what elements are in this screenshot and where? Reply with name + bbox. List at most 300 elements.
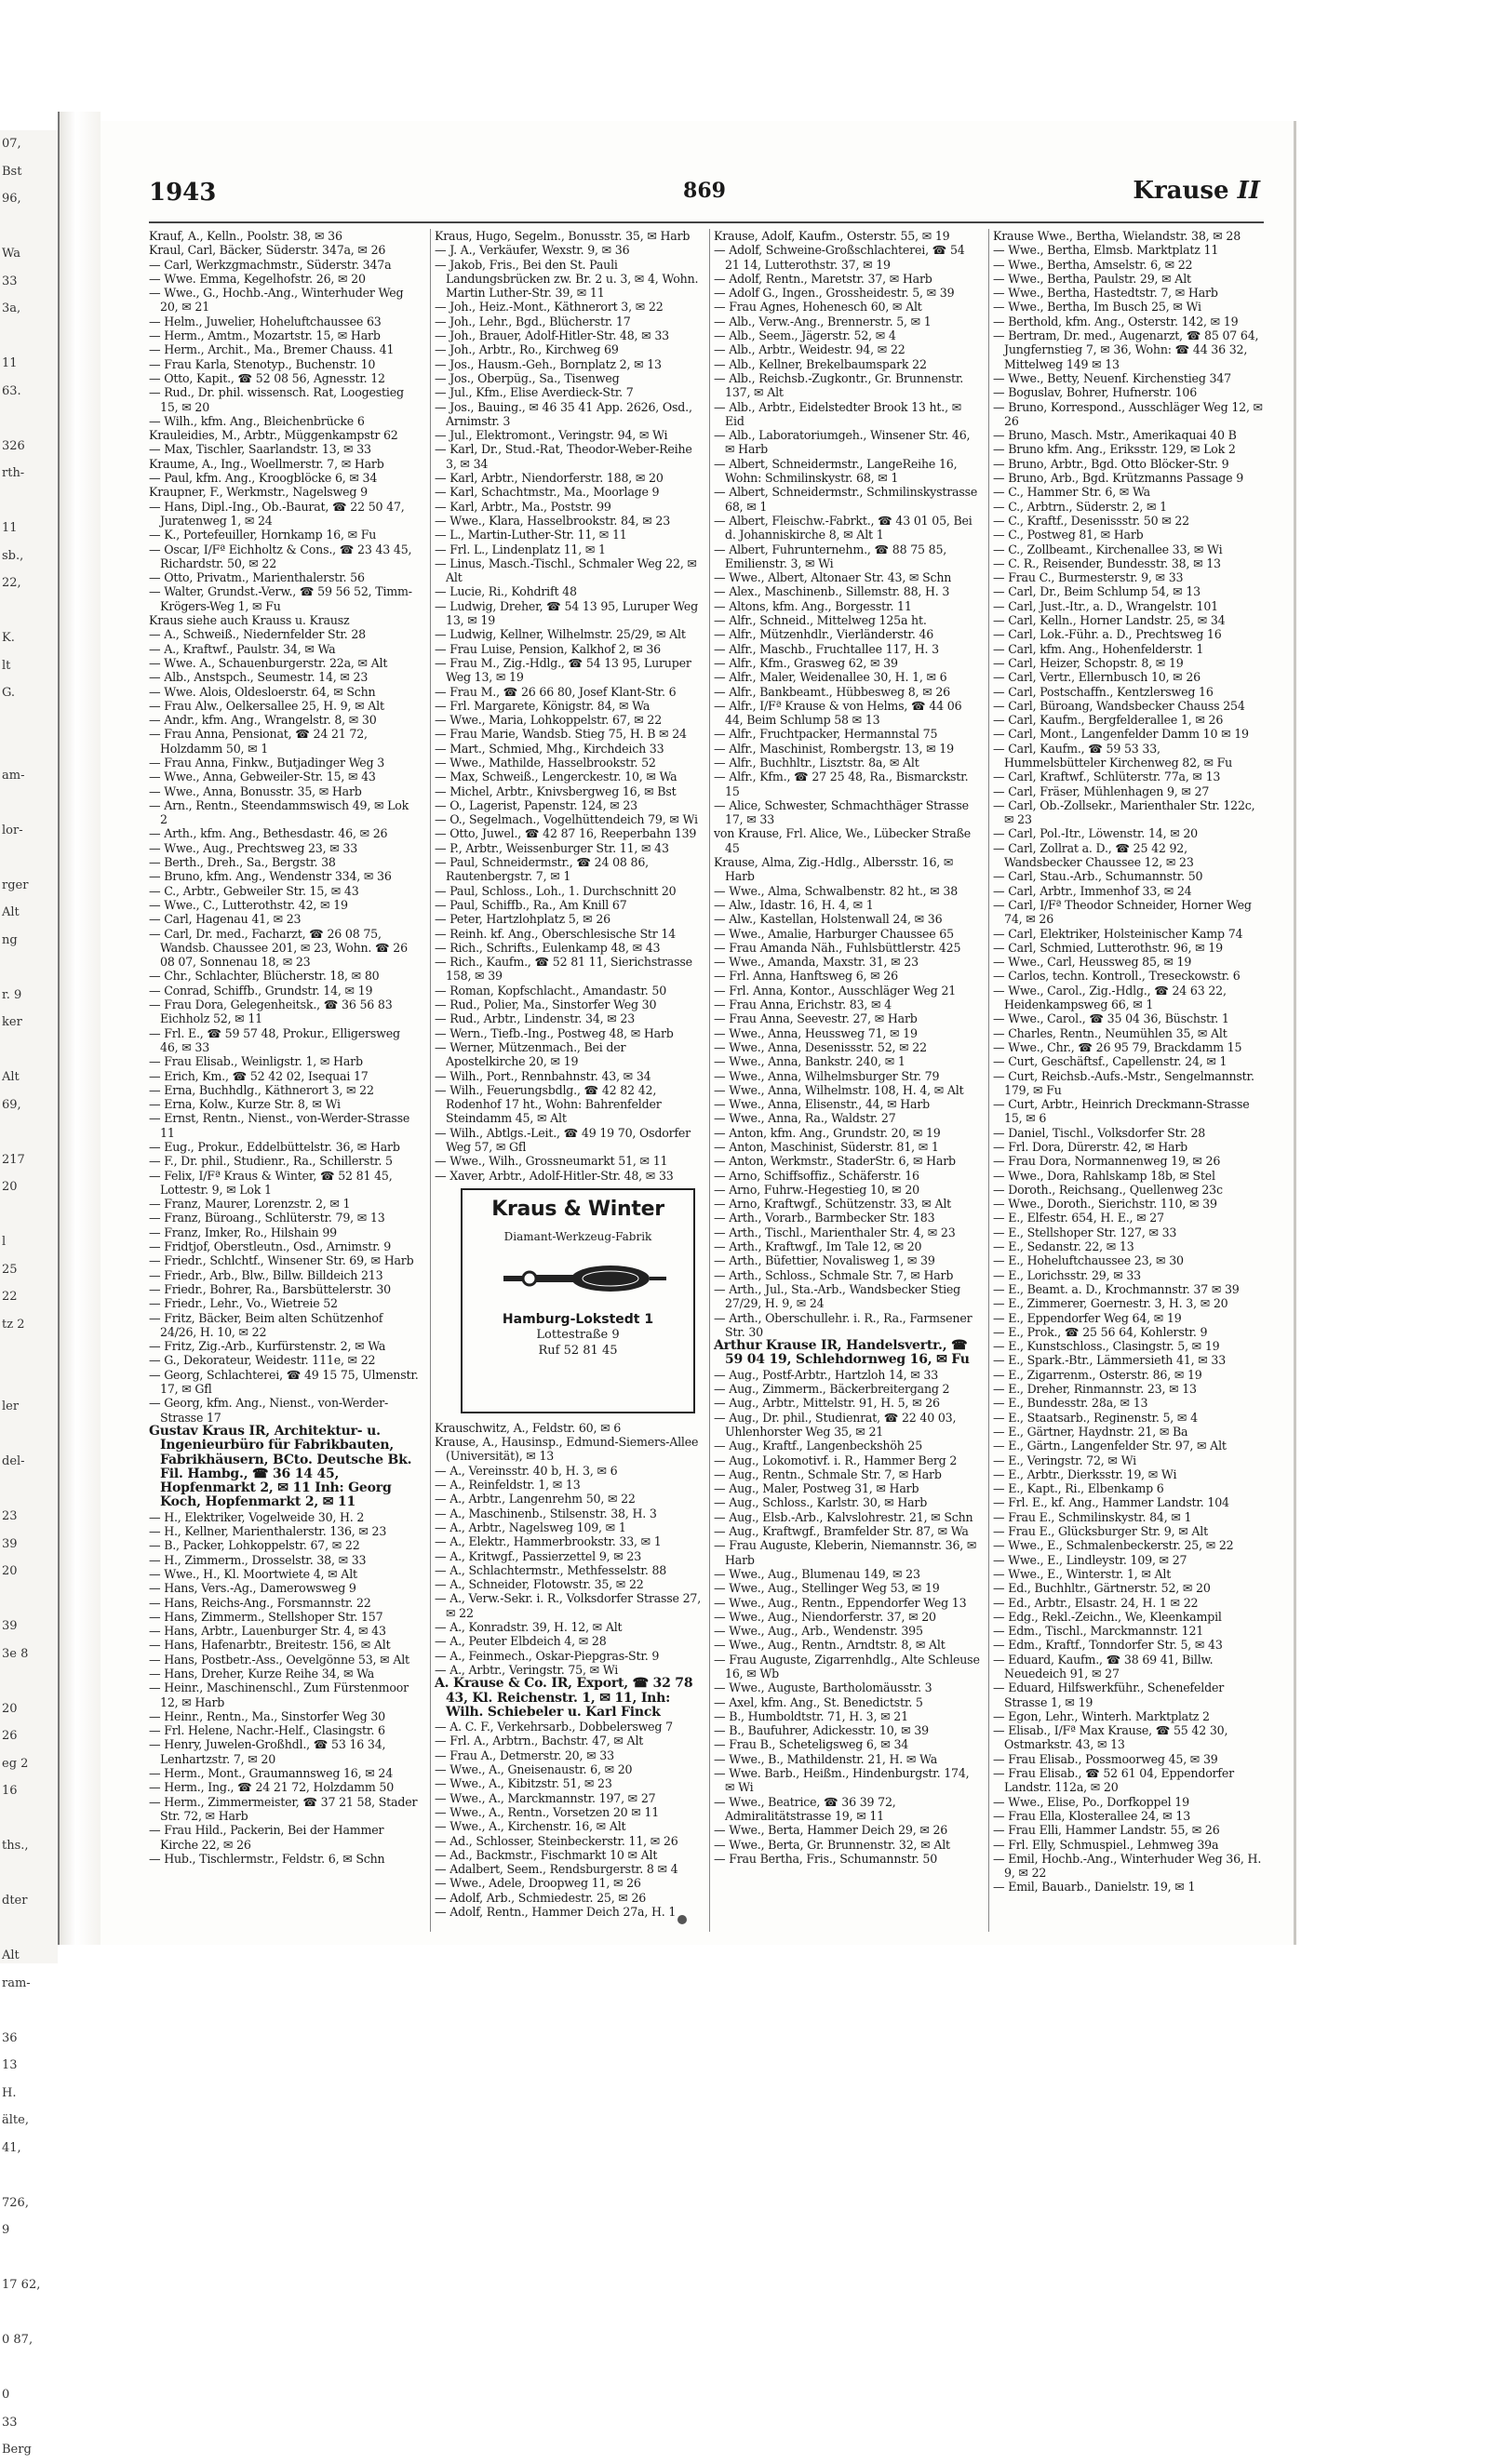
directory-entry: — Wwe. A., Schauenburgerstr. 22a, ✉ Alt	[149, 655, 388, 670]
directory-entry: — Paul, Schiffb., Ra., Am Knill 67	[435, 897, 627, 912]
directory-entry: — Curt, Geschäftsf., Capellenstr. 24, ✉ 1	[993, 1054, 1227, 1069]
previous-page-fragment	[0, 734, 58, 762]
page-year: 1943	[149, 179, 217, 207]
previous-page-fragment	[0, 1667, 58, 1695]
previous-page-fragment: lor-	[2, 823, 23, 837]
directory-entry: — Frl. Elly, Schmuspiel., Lehmweg 39a	[993, 1837, 1219, 1852]
previous-page-fragment: 0 87,	[2, 2333, 34, 2347]
directory-entry: — Albert, Fuhrunternehm., ☎ 88 75 85, Emilienstr. 3, ✉ Wi	[714, 542, 947, 570]
previous-page-fragment: 33	[2, 2415, 18, 2430]
directory-entry: — Arno, Schiffsoffiz., Schäferstr. 16	[714, 1168, 919, 1183]
directory-entry: — Alb., Seem., Jägerstr. 52, ✉ 4	[714, 328, 896, 343]
directory-entry: — Wwe. Alois, Oldesloerstr. 64, ✉ Schn	[149, 684, 376, 699]
directory-entry: — Jul., Elektromont., Veringstr. 94, ✉ Wi	[435, 428, 668, 443]
directory-entry: Kraupner, F., Werkmstr., Nagelsweg 9	[149, 485, 368, 500]
directory-entry: — Carl, Zollrat a. D., ☎ 25 42 92, Wandsbecker Chaussee 12, ✉ 23	[993, 840, 1194, 870]
directory-entry: — P., Arbtr., Weissenburger Str. 11, ✉ 43	[435, 840, 669, 855]
directory-entry: — Wwe., Anna, Bonusstr. 35, ✉ Harb	[149, 783, 362, 798]
previous-page-fragment: 11	[2, 356, 18, 370]
directory-entry: — Conrad, Schiffb., Grundstr. 14, ✉ 19	[149, 983, 373, 998]
directory-entry: — Wwe., C., Lutterothstr. 42, ✉ 19	[149, 897, 348, 912]
directory-entry: — Arno, Fuhrw.-Hegestieg 10, ✉ 20	[714, 1182, 919, 1197]
previous-page-fragment	[0, 2299, 58, 2327]
diamond-tool-icon	[485, 1251, 671, 1306]
previous-page-fragment: 33	[2, 274, 18, 288]
directory-entry: — E., Beamt. a. D., Krochmannstr. 37 ✉ 39	[993, 1281, 1240, 1296]
directory-entry: — Aug., Rentn., Schmale Str. 7, ✉ Harb	[714, 1466, 942, 1481]
directory-entry: — Roman, Kopfschlacht., Amandastr. 50	[435, 983, 667, 998]
directory-entry: — Frau Anna, Erichstr. 83, ✉ 4	[714, 998, 892, 1012]
directory-entry: Kraus siehe auch Krauss u. Krausz	[149, 613, 350, 628]
directory-entry: — Edm., Tischl., Marckmannstr. 121	[993, 1624, 1204, 1639]
directory-entry: — Carl, Hagenau 41, ✉ 23	[149, 912, 302, 927]
directory-entry: — Alfr., Schneid., Mittelweg 125a ht.	[714, 613, 927, 628]
previous-page-fragment	[0, 1915, 58, 1943]
directory-entry: — Joh., Arbtr., Ro., Kirchweg 69	[435, 342, 619, 357]
directory-entry: — Alex., Maschinenb., Sillemstr. 88, H. 3	[714, 584, 950, 599]
directory-entry: — Arth., Schloss., Schmale Str. 7, ✉ Harb	[714, 1267, 954, 1282]
directory-entry: — Wilh., kfm. Ang., Bleichenbrücke 6	[149, 413, 365, 428]
previous-page-fragment: 20	[2, 1701, 18, 1716]
directory-entry: — Anton, Maschinist, Süderstr. 81, ✉ 1	[714, 1140, 939, 1154]
previous-page-fragment	[0, 323, 58, 351]
directory-entry: — Wwe., G., Hochb.-Ang., Winterhuder Weg 20, ✉ 21	[149, 286, 404, 315]
previous-page-fragment: 26	[2, 1729, 18, 1743]
directory-firm-entry: A. Krause & Co. IR, Export, ☎ 32 78 43, Kl. Reichenstr. 1, ✉ 11, Inh: Wilh. Schiebeler u. Karl Finck	[435, 1676, 693, 1720]
directory-entry: — Carl, kfm. Ang., Hohenfelderstr. 1	[993, 641, 1204, 656]
directory-entry: — B., Packer, Lohkoppelstr. 67, ✉ 22	[149, 1538, 360, 1553]
directory-entry: — Carl, Stau.-Arb., Schumannstr. 50	[993, 869, 1203, 884]
directory-entry: — Alb., Verw.-Ang., Brennerstr. 5, ✉ 1	[714, 314, 932, 328]
previous-page-fragment: l	[2, 1235, 7, 1249]
directory-entry: — Aug., Zimmerm., Bäckerbreitergang 2	[714, 1382, 950, 1397]
directory-entry: — Karl, Arbtr., Ma., Poststr. 99	[435, 499, 611, 514]
directory-entry: — Ernst, Rentn., Nienst., von-Werder-Strasse 11	[149, 1111, 410, 1140]
directory-entry: — Rud., Polier, Ma., Sinstorfer Weg 30	[435, 998, 657, 1012]
directory-entry: — E., Veringstr. 72, ✉ Wi	[993, 1453, 1136, 1467]
directory-entry: — Alb., Laboratoriumgeh., Winsener Str. 46, ✉ Harb	[714, 428, 971, 457]
directory-entry: — Friedr., Schlchtf., Winsener Str. 69, ✉ Harb	[149, 1253, 414, 1268]
directory-entry: — H., Kellner, Marienthalerstr. 136, ✉ 23	[149, 1524, 387, 1539]
kraus-winter-advertisement	[461, 1188, 695, 1413]
previous-page-fragment	[0, 2162, 58, 2189]
directory-entry: — Wwe., Carl, Heussweg 85, ✉ 19	[993, 955, 1192, 970]
directory-entry: — E., Hoheluftchaussee 23, ✉ 30	[993, 1253, 1184, 1268]
directory-firm-entry: Gustav Kraus IR, Architektur- u. Ingenieurbüro für Fabrikbauten, Fabrikhäusern, BCto. Deutsche Bk. Fil. Hambg., ☎ 36 14 45, Hopfenmarkt 2, ✉ 11 Inh: Georg Koch, Hopfenmarkt 2, ✉ 11	[149, 1423, 412, 1510]
directory-entry: — Heinr., Maschinenschl., Zum Fürstenmoor 12, ✉ Harb	[149, 1681, 409, 1709]
book-gutter	[58, 112, 101, 1945]
directory-entry: — Carl, Fräser, Mühlenhagen 9, ✉ 27	[993, 783, 1210, 798]
previous-page-fragment	[0, 488, 58, 516]
directory-entry: — Wwe., Doroth., Sierichstr. 110, ✉ 39	[993, 1197, 1217, 1212]
directory-entry: Kraus, Hugo, Segelm., Bonusstr. 35, ✉ Harb	[435, 229, 691, 243]
directory-entry: — Wwe., Anna, Wilhelmsburger Str. 79	[714, 1068, 940, 1083]
directory-entry: — E., Stellshoper Str. 127, ✉ 33	[993, 1225, 1177, 1239]
directory-entry: — Axel, kfm. Ang., St. Benedictstr. 5	[714, 1694, 923, 1709]
directory-entry: — Carl, Kelln., Horner Landstr. 25, ✉ 34	[993, 613, 1226, 628]
directory-entry: — Frau E., Glücksburger Str. 9, ✉ Alt	[993, 1524, 1208, 1539]
directory-entry: — C., Hammer Str. 6, ✉ Wa	[993, 485, 1150, 500]
directory-entry: — Paul, Schloss., Loh., 1. Durchschnitt 20	[435, 883, 677, 898]
directory-entry: — Bruno, Korrespond., Ausschläger Weg 12, ✉ 26	[993, 399, 1263, 428]
directory-entry: — Joh., Brauer, Adolf-Hitler-Str. 48, ✉ 33	[435, 328, 669, 343]
directory-entry: — Alb., Arbtr., Weidestr. 94, ✉ 22	[714, 342, 905, 357]
previous-page-fragment: 20	[2, 1564, 18, 1578]
directory-entry: — Bruno kfm. Ang., Eriksstr. 129, ✉ Lok 2	[993, 442, 1236, 457]
directory-entry: — Wwe., Beatrice, ☎ 36 39 72, Admiralitätstrasse 19, ✉ 11	[714, 1794, 896, 1823]
directory-entry: — E., Sedanstr. 22, ✉ 13	[993, 1239, 1134, 1254]
directory-entry: — Karl, Dr., Stud.-Rat, Theodor-Weber-Reihe 3, ✉ 34	[435, 442, 692, 471]
directory-entry: — Carl, Kraftwf., Schlüterstr. 77a, ✉ 13	[993, 770, 1221, 784]
previous-page-fragment: 217	[2, 1152, 25, 1167]
directory-entry: — Alfr., Maler, Weidenallee 30, H. 1, ✉ 6	[714, 670, 947, 685]
directory-entry: — E., Spark.-Btr., Lämmersieth 41, ✉ 33	[993, 1353, 1227, 1368]
directory-entry: — A., Schneider, Flotowstr. 35, ✉ 22	[435, 1577, 644, 1592]
directory-entry: — Carl, Arbtr., Immenhof 33, ✉ 24	[993, 883, 1192, 898]
directory-entry: — Alfr., Buchhltr., Lisztstr. 8a, ✉ Alt	[714, 755, 919, 770]
directory-entry: — Alfr., Maschinist, Rombergstr. 13, ✉ 19	[714, 741, 954, 756]
directory-entry: — Frau Anna, Finkw., Butjadinger Weg 3	[149, 755, 385, 770]
directory-entry: — Wern., Tiefb.-Ing., Postweg 48, ✉ Harb	[435, 1025, 674, 1040]
directory-entry: — Paul, Schneidermstr., ☎ 24 08 86, Rautenbergstr. 7, ✉ 1	[435, 855, 649, 884]
directory-entry: — A., Arbtr., Veringstr. 75, ✉ Wi	[435, 1662, 619, 1677]
directory-entry: — H., Zimmerm., Drosselstr. 38, ✉ 33	[149, 1552, 367, 1567]
page-number: 869	[683, 179, 726, 203]
directory-column-4	[988, 229, 1265, 1932]
directory-entry: — C., Arbtrn., Süderstr. 2, ✉ 1	[993, 499, 1167, 514]
directory-entry: — Bertram, Dr. med., Augenarzt, ☎ 85 07 64, Jungfernstieg 7, ✉ 36, Wohn: ☎ 44 36 32, Mittelweg 149 ✉ 13	[993, 328, 1259, 371]
directory-entry: — E., Lorichsstr. 29, ✉ 33	[993, 1267, 1141, 1282]
directory-entry: — Albert, Schneidermstr., LangeReihe 16, Wohn: Schmilinskystr. 68, ✉ 1	[714, 456, 958, 486]
directory-entry: — Frl. Helene, Nachr.-Helf., Clasingstr. 6	[149, 1723, 385, 1738]
previous-page-fragment: Alt	[2, 1948, 20, 1962]
directory-entry: — Henry, Juwelen-Großhdl., ☎ 53 16 34, Lenhartzstr. 7, ✉ 20	[149, 1737, 386, 1766]
previous-page-fragment	[0, 2354, 58, 2382]
directory-entry: — Wwe., Anna, Heussweg 71, ✉ 19	[714, 1025, 918, 1040]
previous-page-fragment	[0, 1860, 58, 1888]
previous-page-fragment: Bst	[2, 164, 22, 179]
previous-page-fragment: ng	[2, 932, 18, 947]
previous-page-fragment: sb.,	[2, 548, 24, 563]
directory-entry: — Edm., Kraftf., Tonndorfer Str. 5, ✉ 43	[993, 1638, 1223, 1653]
directory-entry: — Wwe., Anna, Bankstr. 240, ✉ 1	[714, 1054, 905, 1069]
directory-entry: — Frl. E., ☎ 59 57 48, Prokur., Elligersweg 46, ✉ 33	[149, 1025, 400, 1054]
running-head-section: II	[1237, 177, 1260, 205]
directory-entry: — E., Eppendorfer Weg 64, ✉ 19	[993, 1310, 1182, 1325]
previous-page-fragment: am-	[2, 768, 25, 783]
previous-page-fragment: Alt	[2, 905, 20, 919]
previous-page-fragment	[0, 1366, 58, 1394]
directory-entry: — Frau Karla, Stenotyp., Buchenstr. 10	[149, 356, 376, 371]
directory-entry: — Curt, Arbtr., Heinrich Dreckmann-Strasse 15, ✉ 6	[993, 1097, 1250, 1126]
directory-entry: — Alfr., Kfm., Grasweg 62, ✉ 39	[714, 655, 898, 670]
previous-page-fragment	[0, 1805, 58, 1833]
directory-entry: — Alb., Arbtr., Eidelstedter Brook 13 ht., ✉ Eid	[714, 399, 962, 428]
previous-page-fragment: G.	[2, 686, 16, 700]
directory-entry: — Paul, kfm. Ang., Kroogblöcke 6, ✉ 34	[149, 471, 378, 486]
previous-page-fragment	[0, 789, 58, 817]
directory-entry: — Wwe., Aug., Arb., Wendenstr. 395	[714, 1624, 923, 1639]
directory-entry: — Egon, Lehr., Winterh. Marktplatz 2	[993, 1708, 1210, 1723]
directory-entry: — Friedr., Arb., Blw., Billw. Billdeich 213	[149, 1267, 383, 1282]
directory-entry: — A., Kraftwf., Paulstr. 34, ✉ Wa	[149, 641, 336, 656]
directory-entry: — A., Verw.-Sekr. i. R., Volksdorfer Strasse 27, ✉ 22	[435, 1591, 702, 1620]
directory-entry: — Wwe., Klara, Hasselbrookstr. 84, ✉ 23	[435, 513, 671, 528]
directory-entry: — Xaver, Arbtr., Adolf-Hitler-Str. 48, ✉ 33	[435, 1168, 674, 1183]
directory-entry: — Franz, Maurer, Lorenzstr. 2, ✉ 1	[149, 1197, 351, 1212]
previous-page-fragment: 11	[2, 521, 18, 535]
directory-entry: von Krause, Frl. Alice, We., Lübecker Straße 45	[714, 826, 972, 855]
directory-entry: — Carl, Elektriker, Holsteinischer Kamp 74	[993, 926, 1243, 941]
directory-entry: — Hans, Postbetr.-Ass., Oevelgönne 53, ✉ Alt	[149, 1652, 409, 1667]
directory-entry: — Wwe., Albert, Altonaer Str. 43, ✉ Schn	[714, 570, 952, 585]
directory-entry: — Alw., Idastr. 16, H. 4, ✉ 1	[714, 897, 874, 912]
ad-phone: Ruf 52 81 45	[538, 1343, 618, 1358]
directory-entry: — L., Martin-Luther-Str. 11, ✉ 11	[435, 528, 627, 542]
directory-entry: — Wwe., A., Kibitzstr. 51, ✉ 23	[435, 1776, 612, 1791]
directory-entry: — Carl, Vertr., Ellernbusch 10, ✉ 26	[993, 670, 1201, 685]
directory-entry: — Wwe., E., Lindleystr. 109, ✉ 27	[993, 1552, 1187, 1567]
previous-page-fragment: 96,	[2, 192, 21, 206]
previous-page-fragment: 22,	[2, 576, 21, 590]
directory-entry: — E., Bundesstr. 28a, ✉ 13	[993, 1396, 1148, 1411]
page-header	[149, 175, 1260, 216]
directory-entry: — Herm., Mont., Graumannsweg 16, ✉ 24	[149, 1766, 394, 1781]
directory-entry: — Carl, Kaufm., Bergfelderallee 1, ✉ 26	[993, 713, 1224, 728]
directory-entry: — Wwe., Aug., Stellinger Weg 53, ✉ 19	[714, 1581, 940, 1596]
directory-entry: — K., Portefeuiller, Hornkamp 16, ✉ Fu	[149, 528, 377, 542]
directory-entry: — Alice, Schwester, Schmachthäger Strasse 17, ✉ 33	[714, 797, 969, 827]
previous-page-fragment: 3a,	[2, 301, 21, 315]
directory-entry: — Wwe., Alma, Schwalbenstr. 82 ht., ✉ 38	[714, 883, 959, 898]
directory-entry: — A., Kritwgf., Passierzettel 9, ✉ 23	[435, 1548, 642, 1563]
directory-entry: — Wwe., Amanda, Maxstr. 31, ✉ 23	[714, 955, 919, 970]
directory-entry: — Frau Luise, Pension, Kalkhof 2, ✉ 36	[435, 641, 661, 656]
directory-entry: — Bruno, kfm. Ang., Wendenstr 334, ✉ 36	[149, 869, 392, 884]
directory-entry: — Altons, kfm. Ang., Borgesstr. 11	[714, 598, 912, 613]
previous-page-fragment: 41,	[2, 2140, 21, 2155]
directory-entry: — E., Kapt., Ri., Elbenkamp 6	[993, 1481, 1164, 1496]
previous-page-fragment	[0, 707, 58, 735]
directory-entry: — Frau Dora, Normannenweg 19, ✉ 26	[993, 1154, 1221, 1169]
page-bottom-mark	[677, 1915, 687, 1924]
directory-entry: — Jakob, Fris., Bei den St. Pauli Landungsbrücken zw. Br. 2 u. 3, ✉ 4, Wohn. Martin Luther-Str. 39, ✉ 11	[435, 257, 699, 301]
directory-entry: — C., Kraftf., Desenissstr. 50 ✉ 22	[993, 513, 1189, 528]
directory-entry: — Frau B., Scheteligsweg 6, ✉ 34	[714, 1737, 909, 1752]
directory-entry: Krauleidies, M., Arbtr., Müggenkampstr 62	[149, 428, 398, 443]
directory-entry: — Arth., kfm. Ang., Bethesdastr. 46, ✉ 26	[149, 826, 388, 841]
previous-page-fragment: Berg	[2, 2443, 32, 2457]
directory-entry: — Max, Schweiß., Lengerckestr. 10, ✉ Wa	[435, 770, 677, 784]
directory-entry: — Oscar, I/Fª Eichholtz & Cons., ☎ 23 43 45, Richardstr. 50, ✉ 22	[149, 542, 412, 570]
directory-entry: — Erna, Buchhdlg., Käthnerort 3, ✉ 22	[149, 1082, 374, 1097]
directory-entry: — Eug., Prokur., Eddelbüttelstr. 36, ✉ Harb	[149, 1140, 400, 1154]
directory-entry: — Curt, Reichsb.-Aufs.-Mstr., Sengelmannstr. 179, ✉ Fu	[993, 1068, 1254, 1097]
directory-entry: — C., Postweg 81, ✉ Harb	[993, 528, 1144, 542]
previous-page-fragment	[0, 213, 58, 241]
directory-entry: — Frau Anna, Pensionat, ☎ 24 21 72, Holzdamm 50, ✉ 1	[149, 727, 368, 756]
directory-entry: — Karl, Arbtr., Niendorferstr. 188, ✉ 20	[435, 471, 664, 486]
directory-entry: — Wwe., Bertha, Im Busch 25, ✉ Wi	[993, 300, 1201, 315]
directory-entry: — Frl. L., Lindenplatz 11, ✉ 1	[435, 542, 606, 556]
previous-page-fragment: Alt	[2, 1070, 20, 1084]
directory-entry: — A., Peuter Elbdeich 4, ✉ 28	[435, 1634, 607, 1649]
directory-entry: — Felix, I/Fª Kraus & Winter, ☎ 52 81 45, Lottestr. 9, ✉ Lok 1	[149, 1168, 393, 1197]
directory-entry: — Hans, Arbtr., Lauenburger Str. 4, ✉ 43	[149, 1624, 386, 1639]
directory-entry: — Alb., Anstspch., Seumestr. 14, ✉ 23	[149, 670, 369, 685]
directory-entry: — Wwe., Aug., Prechtsweg 23, ✉ 33	[149, 840, 358, 855]
directory-entry: — E., Prok., ☎ 25 56 64, Kohlerstr. 9	[993, 1324, 1208, 1339]
directory-entry: — Emil, Hochb.-Ang., Winterhuder Weg 36, H. 9, ✉ 22	[993, 1851, 1262, 1881]
previous-page-fragment: ths.,	[2, 1839, 29, 1853]
directory-entry: Krauschwitz, A., Feldstr. 60, ✉ 6	[435, 1420, 622, 1435]
directory-entry: — Wwe., Anna, Desenissstr. 52, ✉ 22	[714, 1039, 927, 1054]
directory-columns	[149, 221, 1264, 1934]
directory-entry: — Frau A., Detmerstr. 20, ✉ 33	[435, 1748, 614, 1762]
directory-entry: — E., Elfestr. 654, H. E., ✉ 27	[993, 1211, 1164, 1225]
directory-entry: — Wwe., Carol., Zig.-Hdlg., ☎ 24 63 22, Heidenkampsweg 66, ✉ 1	[993, 983, 1227, 1012]
directory-entry: — Arn., Rentn., Steendammswisch 49, ✉ Lok 2	[149, 797, 409, 827]
directory-entry: — Wwe., Aug., Niendorferstr. 37, ✉ 20	[714, 1609, 936, 1624]
directory-entry: — Ed., Buchhltr., Gärtnerstr. 52, ✉ 20	[993, 1581, 1211, 1596]
directory-column-1	[149, 229, 419, 1932]
directory-entry: — Eduard, Hilfswerkführ., Schenefelder Strasse 1, ✉ 19	[993, 1681, 1225, 1709]
previous-page-fragment: 69,	[2, 1097, 21, 1112]
previous-page-fragment	[0, 2244, 58, 2272]
directory-entry: — Herm., Ing., ☎ 24 21 72, Holzdamm 50	[149, 1780, 395, 1795]
directory-entry: — Georg, kfm. Ang., Nienst., von-Werder-Strasse 17	[149, 1396, 388, 1425]
previous-page-fragment: dter	[2, 1894, 28, 1908]
previous-page-fragment: 39	[2, 1536, 18, 1551]
directory-entry: — Boguslav, Bohrer, Hufnerstr. 106	[993, 385, 1198, 400]
directory-entry: Krause, Adolf, Kaufm., Osterstr. 55, ✉ 19	[714, 229, 950, 243]
directory-entry: — A., Feinmech., Oskar-Piepgras-Str. 9	[435, 1648, 660, 1663]
directory-entry: — Charles, Rentn., Neumühlen 35, ✉ Alt	[993, 1025, 1227, 1040]
directory-entry: — Carl, Dr., Beim Schlump 54, ✉ 13	[993, 584, 1201, 599]
directory-entry: — Alb., Reichsb.-Zugkontr., Gr. Brunnenstr. 137, ✉ Alt	[714, 370, 964, 400]
directory-entry: — Carl, Büroang, Wandsbecker Chauss 254	[993, 698, 1245, 713]
directory-entry: — Wwe., Wilh., Grossneumarkt 51, ✉ 11	[435, 1154, 668, 1169]
directory-entry: — Frau Bertha, Fris., Schumannstr. 50	[714, 1851, 938, 1866]
directory-entry: — Aug., Postf-Arbtr., Hartzloh 14, ✉ 33	[714, 1367, 939, 1382]
directory-entry: — Otto, Juwel., ☎ 42 87 16, Reeperbahn 139	[435, 826, 697, 841]
directory-entry: — Frau Dora, Gelegenheitsk., ☎ 36 56 83 Eichholz 52, ✉ 11	[149, 998, 393, 1026]
directory-entry: — Fridtjof, Oberstleutn., Osd., Arnimstr. 9	[149, 1239, 392, 1254]
directory-entry: — Wwe., Aug., Rentn., Eppendorfer Weg 13	[714, 1595, 967, 1610]
directory-entry: — Aug., Schloss., Karlstr. 30, ✉ Harb	[714, 1495, 928, 1510]
running-head-name: Krause	[1133, 177, 1229, 205]
directory-entry: — Frau Elisab., Possmoorweg 45, ✉ 39	[993, 1751, 1218, 1766]
directory-entry: — Reinh. kf. Ang., Oberschlesische Str 14	[435, 926, 676, 941]
directory-entry: — Herm., Archit., Ma., Bremer Chauss. 41	[149, 342, 395, 357]
directory-entry: — Linus, Masch.-Tischl., Schmaler Weg 22, ✉ Alt	[435, 556, 697, 585]
directory-entry: — Frl. Margarete, Königstr. 84, ✉ Wa	[435, 698, 651, 713]
directory-entry: — A., Schlachtermstr., Methfesselstr. 88	[435, 1562, 667, 1577]
directory-entry: — Frl. E., kf. Ang., Hammer Landstr. 104	[993, 1495, 1229, 1510]
previous-page-fragment: 07,	[2, 137, 21, 151]
directory-entry: — A., Reinfeldstr. 1, ✉ 13	[435, 1478, 581, 1493]
previous-page-fragment: 13	[2, 2058, 18, 2072]
directory-entry: — Franz, Imker, Ro., Hilshain 99	[149, 1225, 337, 1239]
directory-entry: — A., Vereinsstr. 40 b, H. 3, ✉ 6	[435, 1463, 618, 1478]
directory-entry: — Rud., Arbtr., Lindenstr. 34, ✉ 23	[435, 1011, 636, 1026]
previous-page-fragment: 36	[2, 2030, 18, 2045]
directory-entry: — Anton, Werkmstr., StaderStr. 6, ✉ Harb	[714, 1154, 956, 1169]
previous-page-fragment: K.	[2, 631, 15, 645]
directory-entry: — E., Staatsarb., Reginenstr. 5, ✉ 4	[993, 1410, 1198, 1425]
running-head	[1133, 177, 1260, 205]
previous-page-fragment: lt	[2, 658, 11, 673]
directory-entry: Kraume, A., Ing., Woellmerstr. 7, ✉ Harb	[149, 456, 384, 471]
directory-entry: — Carl, Werkzgmachmstr., Süderstr. 347a	[149, 257, 392, 272]
directory-entry: — B., Humboldtstr. 71, H. 3, ✉ 21	[714, 1708, 908, 1723]
directory-entry: — Wwe., Mathilde, Hasselbrookstr. 52	[435, 755, 656, 770]
directory-entry: — Bruno, Arb., Bgd. Krützmanns Passage 9	[993, 471, 1244, 486]
directory-entry: — Frl. Anna, Kontor., Ausschläger Weg 21	[714, 983, 957, 998]
directory-entry: — Wilh., Abtlgs.-Leit., ☎ 49 19 70, Osdorfer Weg 57, ✉ Gfl	[435, 1125, 691, 1154]
directory-entry: — Frau E., Schmilinskystr. 84, ✉ 1	[993, 1509, 1192, 1524]
directory-entry: — Wwe., A., Gneisenaustr. 6, ✉ 20	[435, 1762, 633, 1777]
previous-page-fragment: 22	[2, 1290, 18, 1304]
previous-page-fragment: eg 2	[2, 1756, 29, 1771]
directory-entry: — Hans, Hafenarbtr., Breitestr. 156, ✉ Alt	[149, 1638, 391, 1653]
directory-entry: — Frau M., Zig.-Hdlg., ☎ 54 13 95, Luruper Weg 13, ✉ 19	[435, 655, 691, 685]
directory-entry: — Alfr., Maschb., Fruchtallee 117, H. 3	[714, 641, 939, 656]
directory-entry: — Carl, Pol.-Itr., Löwenstr. 14, ✉ 20	[993, 826, 1198, 841]
previous-page-edge	[0, 130, 58, 2457]
directory-entry: — Eduard, Kaufm., ☎ 38 69 41, Billw. Neuedeich 91, ✉ 27	[993, 1652, 1214, 1681]
directory-entry: — Jos., Hausm.-Geh., Bornplatz 2, ✉ 13	[435, 356, 662, 371]
previous-page-fragment: 17 62,	[2, 2278, 41, 2292]
previous-page-fragment	[0, 1586, 58, 1614]
previous-page-fragment: tz 2	[2, 1317, 25, 1332]
directory-entry: — Wwe. Emma, Kegelhofstr. 26, ✉ 20	[149, 271, 366, 286]
directory-entry: — Carl, Heizer, Schopstr. 8, ✉ 19	[993, 655, 1184, 670]
previous-page-fragment: 0	[2, 2388, 10, 2402]
previous-page-fragment: älte,	[2, 2113, 29, 2127]
directory-entry: — Wwe., Amalie, Harburger Chaussee 65	[714, 926, 954, 941]
directory-entry: — Wwe., E., Schmalenbeckerstr. 25, ✉ 22	[993, 1538, 1234, 1553]
directory-column-3	[709, 229, 980, 1932]
directory-entry: — Friedr., Bohrer, Ra., Barsbüttelerstr. 30	[149, 1281, 391, 1296]
directory-entry: — H., Elektriker, Vogelweide 30, H. 2	[149, 1509, 365, 1524]
directory-entry: — Doroth., Reichsang., Quellenweg 23c	[993, 1182, 1223, 1197]
directory-entry: — Wilh., Port., Rennbahnstr. 43, ✉ 34	[435, 1068, 651, 1083]
previous-page-fragment	[0, 1037, 58, 1065]
directory-entry: — Carl, I/Fª Theodor Schneider, Horner Weg 74, ✉ 26	[993, 897, 1252, 927]
directory-entry: — Elisab., I/Fª Max Krause, ☎ 55 42 30, Ostmarkstr. 43, ✉ 13	[993, 1723, 1228, 1752]
directory-entry: — Wwe., B., Mathildenstr. 21, H. ✉ Wa	[714, 1751, 938, 1766]
directory-entry: — Arth., Büfettier, Novalisweg 1, ✉ 39	[714, 1253, 935, 1268]
directory-entry: — Wwe., Maria, Lohkoppelstr. 67, ✉ 22	[435, 713, 663, 728]
directory-entry: — Alfr., Mützenhdlr., Vierländerstr. 46	[714, 627, 934, 642]
directory-entry: — C. R., Reisender, Bundesstr. 38, ✉ 13	[993, 556, 1221, 570]
directory-entry: — Hans, Dreher, Kurze Reihe 34, ✉ Wa	[149, 1666, 375, 1681]
directory-entry: — Wwe., Anna, Gebweiler-Str. 15, ✉ 43	[149, 770, 376, 784]
directory-entry: — E., Zigarrenm., Osterstr. 86, ✉ 19	[993, 1367, 1202, 1382]
previous-page-fragment: 9	[2, 2223, 10, 2237]
directory-entry: — Frau Auguste, Kleberin, Niemannstr. 36, ✉ Harb	[714, 1538, 977, 1567]
directory-entry: — Frl. Anna, Hanftsweg 6, ✉ 26	[714, 969, 898, 984]
directory-entry: — E., Gärtn., Langenfelder Str. 97, ✉ Alt	[993, 1439, 1227, 1453]
directory-entry: — Herm., Amtm., Mozartstr. 15, ✉ Harb	[149, 328, 381, 343]
directory-entry: — E., Dreher, Rinmannstr. 23, ✉ 13	[993, 1382, 1197, 1397]
directory-entry: — Otto, Kapit., ☎ 52 08 56, Agnesstr. 12	[149, 370, 385, 385]
directory-entry: — F., Dr. phil., Studienr., Ra., Schillerstr. 5	[149, 1154, 393, 1169]
directory-entry: — Adolf G., Ingen., Grossheidestr. 5, ✉ 39	[714, 286, 955, 301]
directory-page	[101, 121, 1296, 1945]
directory-entry: — Carlos, techn. Kontroll., Treseckowstr. 6	[993, 969, 1241, 984]
